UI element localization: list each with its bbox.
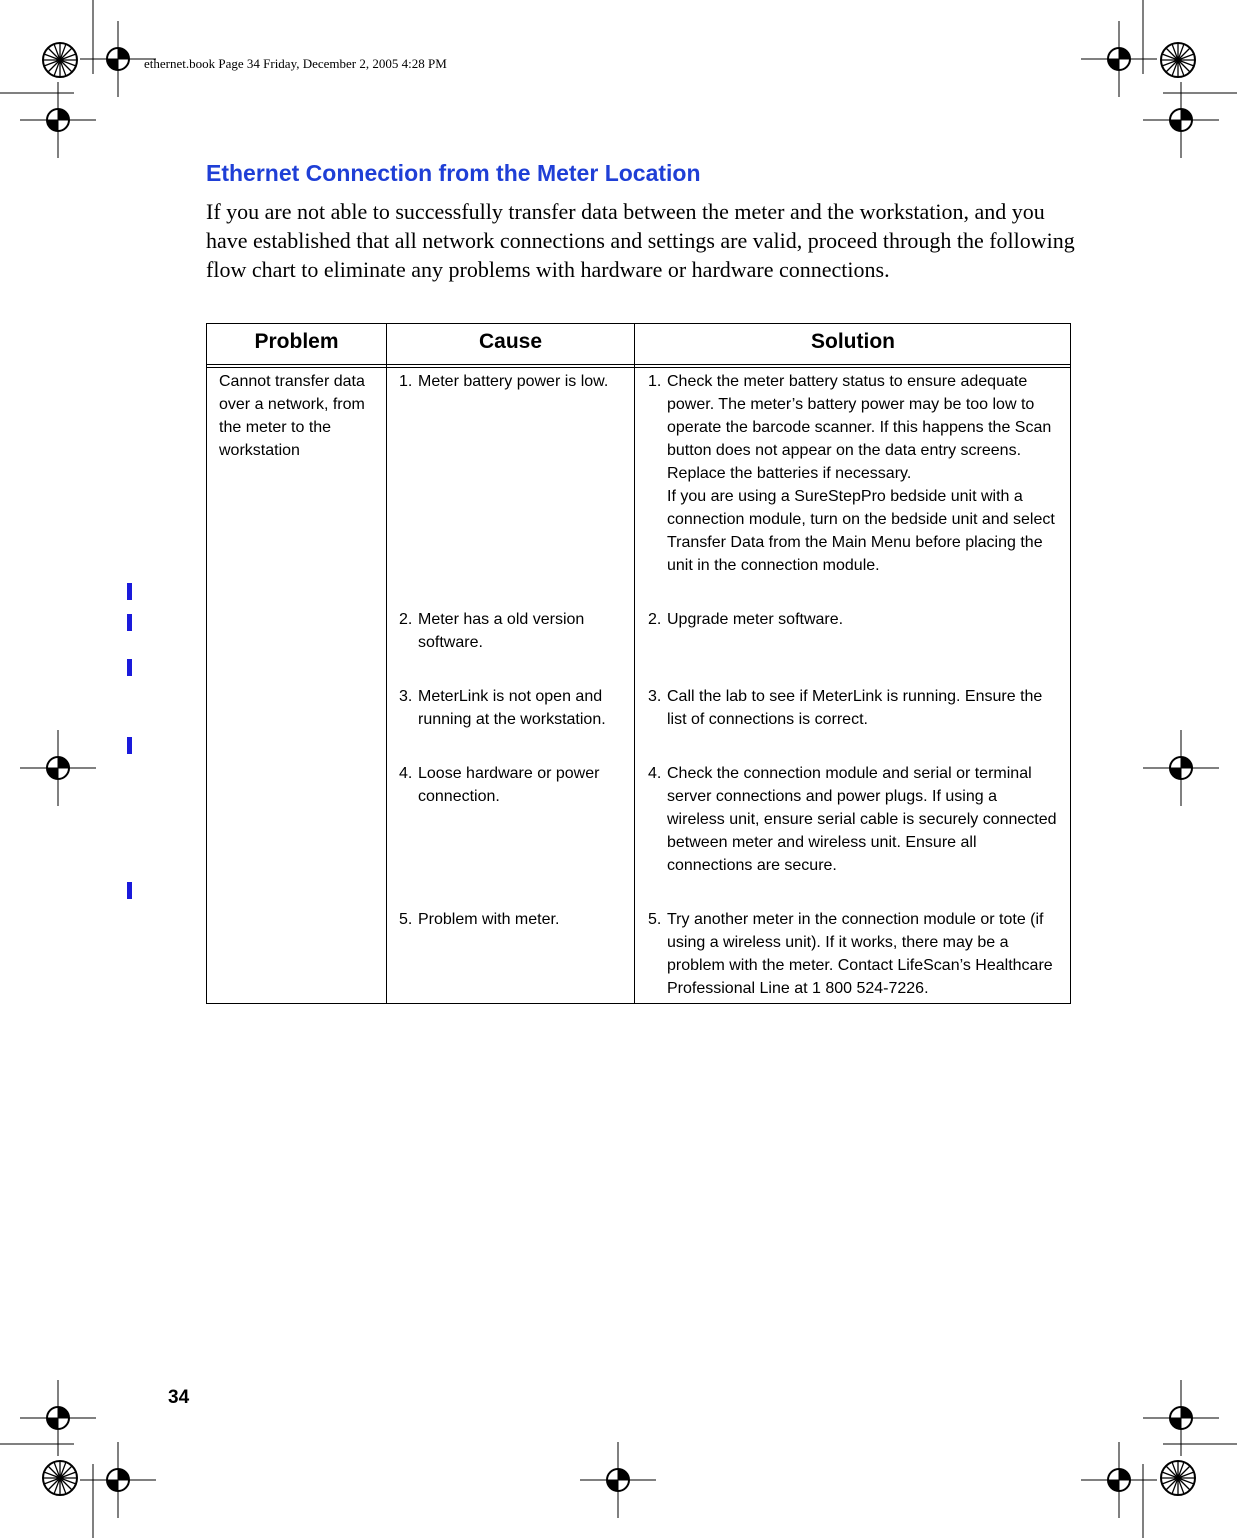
troubleshooting-table: [206, 323, 1071, 1004]
solution-text: Check the connection module and serial or terminal server connections and power plugs. If using a wireless unit, ensure serial cable is securely connected between meter and wireless unit. Ensure all connections are secure.: [667, 765, 1057, 874]
solution-number: 3.: [648, 688, 662, 705]
page-number: 34: [168, 1387, 190, 1408]
cause-item: [399, 608, 624, 654]
solution-text: Upgrade meter software.: [667, 611, 844, 628]
solution-number: 1.: [648, 373, 662, 390]
cause-number: 4.: [399, 765, 413, 782]
column-divider: [634, 324, 635, 1003]
change-bar: [127, 659, 132, 676]
cause-item: [399, 908, 624, 931]
cause-text: MeterLink is not open and running at the workstation.: [418, 688, 606, 728]
cause-number: 2.: [399, 611, 413, 628]
solution-text: Try another meter in the connection module or tote (if using a wireless unit). If it works, there may be a problem with the meter. Contact LifeScan’s Healthcare Professional Line at 1 800 524-7226.: [667, 911, 1053, 997]
cause-number: 3.: [399, 688, 413, 705]
cause-text: Meter has a old version software.: [418, 611, 585, 651]
change-bar: [127, 614, 132, 631]
solution-item: [648, 370, 1058, 577]
cause-number: 5.: [399, 911, 413, 928]
solution-number: 4.: [648, 765, 662, 782]
solution-text-extra: If you are using a SureStepPro bedside unit with a connection module, turn on the bedside unit and select Transfer Data from the Main Menu before placing the unit in the connection module.: [667, 488, 1055, 574]
cause-number: 1.: [399, 373, 413, 390]
solution-number: 5.: [648, 911, 662, 928]
cause-item: [399, 370, 624, 393]
solution-number: 2.: [648, 611, 662, 628]
cause-item: [399, 685, 624, 731]
change-bar: [127, 737, 132, 754]
solution-item: [648, 762, 1058, 877]
cause-item: [399, 762, 624, 808]
header-cause: Cause: [478, 330, 543, 353]
solution-item: [648, 685, 1058, 731]
header-rule: [207, 367, 1070, 368]
running-header: ethernet.book Page 34 Friday, December 2, 2005 4:28 PM: [144, 56, 447, 71]
solution-item: [648, 908, 1058, 1000]
solution-text: Check the meter battery status to ensure adequate power. The meter’s battery power may be too low to operate the barcode scanner. If this happens the Scan button does not appear on the data entry screens. Replace the batteries if necessary.: [667, 373, 1052, 482]
change-bar: [127, 583, 132, 600]
cause-text: Meter battery power is low.: [418, 373, 609, 390]
column-divider: [386, 324, 387, 1003]
intro-paragraph: If you are not able to successfully transfer data between the meter and the workstation, and you have established that all network connections and settings are valid, proceed through the following flow chart to eliminate any problems with hardware or hardware connections.: [206, 199, 1075, 282]
solution-item: [648, 608, 1058, 631]
header-solution: Solution: [811, 330, 895, 353]
problem-cell: Cannot transfer data over a network, from the meter to the workstation: [219, 373, 365, 459]
change-bar: [127, 882, 132, 899]
section-heading: Ethernet Connection from the Meter Location: [206, 160, 701, 186]
header-rule: [207, 364, 1070, 365]
cause-text: Loose hardware or power connection.: [418, 765, 600, 805]
solution-text: Call the lab to see if MeterLink is running. Ensure the list of connections is correct.: [667, 688, 1043, 728]
header-problem: Problem: [254, 330, 339, 353]
cause-text: Problem with meter.: [418, 911, 560, 928]
